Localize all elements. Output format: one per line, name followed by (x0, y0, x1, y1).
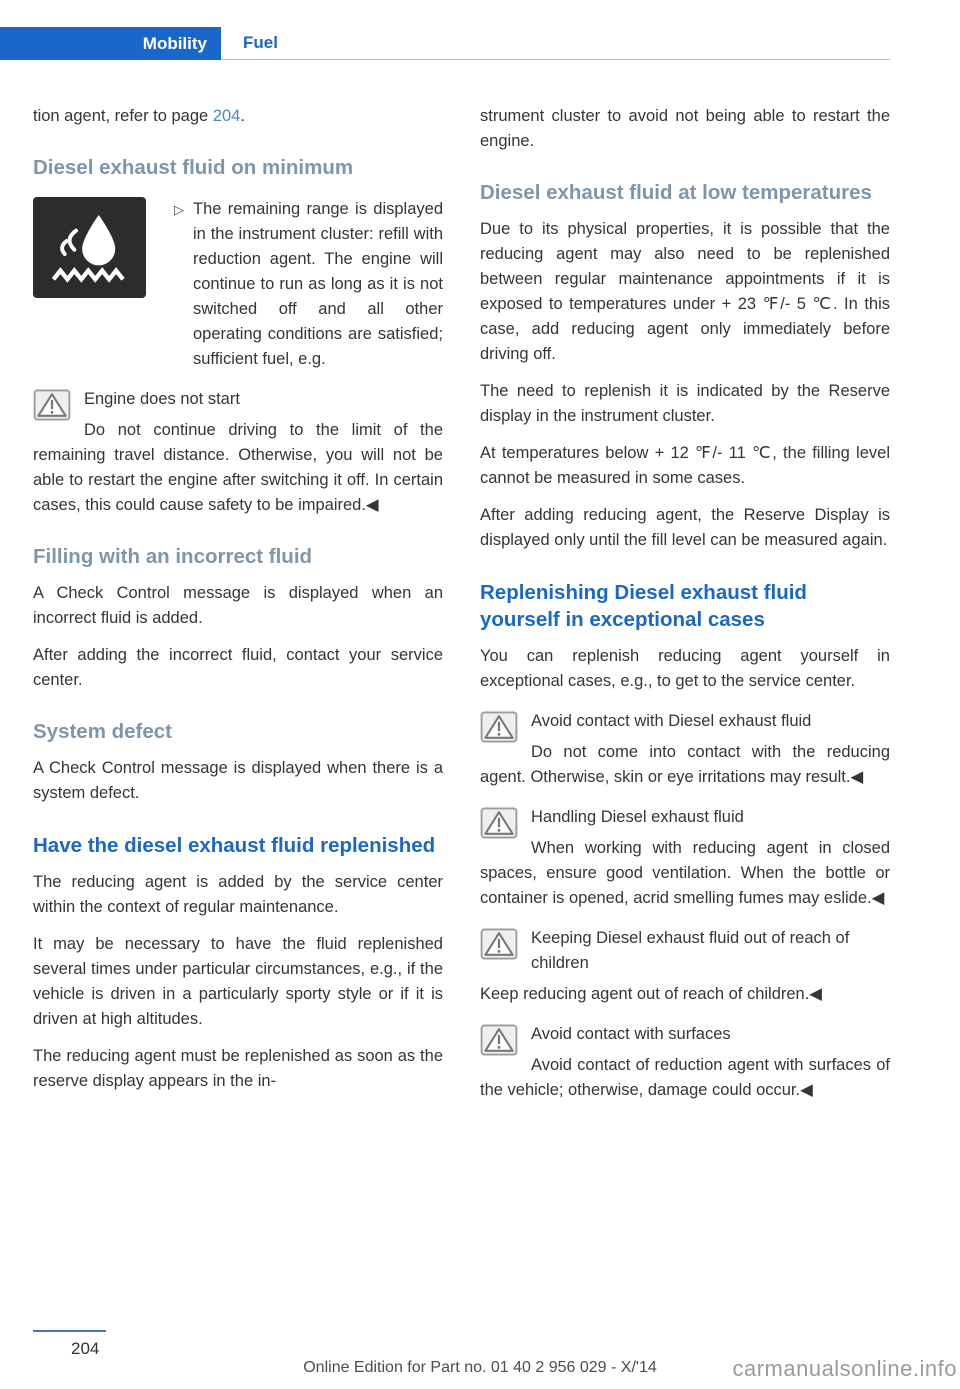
paragraph: Due to its physical properties, it is possible that the reducing agent may also need to be replenished between regular maintenance appointments if it is exposed to temperatures under + 23 ℉/- 5 ℃. In this case, add reducing agent only immediately before driving off. (480, 220, 890, 363)
warning-engine-no-start (33, 387, 443, 518)
heading-incorrect-fluid: Filling with an incorrect fluid (33, 545, 313, 568)
warning-handling-fluid (480, 805, 890, 911)
watermark-text: carmanualsonline.info (732, 1356, 957, 1381)
edition-notice: Online Edition for Part no. 01 40 2 956 029 - X/'14 (303, 1359, 657, 1376)
heading-replenish-yourself: Replenishing Diesel exhaust fluid yourself in exceptional cases (480, 581, 807, 631)
paragraph: The need to replenish it is indicated by the Reserve display in the instrument cluster. (480, 382, 890, 425)
page-header (0, 27, 960, 60)
heading-low-temperatures: Diesel exhaust fluid at low temperatures (480, 181, 872, 204)
paragraph: After adding reducing agent, the Reserve Display is displayed only until the fill level can be measured again. (480, 506, 890, 549)
header-chapter-label: Fuel (243, 33, 278, 52)
right-column (480, 104, 890, 1118)
warning-triangle-icon (480, 928, 518, 960)
header-section-label: Mobility (142, 33, 207, 53)
def-fluid-text: The remaining range is displayed in the instrument cluster: refill with reduction agent. The engine will continue to run as long as it is not switched off and all other operating conditions are satisfied; sufficient fuel, e.g. (193, 200, 443, 368)
paragraph: A Check Control message is displayed when an incorrect fluid is added. (33, 584, 443, 627)
warning-avoid-contact-surfaces (480, 1022, 890, 1103)
continued-text: tion agent, refer to page (33, 107, 209, 125)
heading-have-replenished: Have the diesel exhaust fluid replenished (33, 834, 436, 857)
triangle-bullet: ▷ (174, 202, 184, 217)
paragraph: You can replenish reducing agent yourself in exceptional cases, e.g., to get to the service center. (480, 647, 890, 690)
continued-paragraph (33, 104, 443, 129)
def-fluid-item (33, 197, 443, 372)
warning-triangle-icon (480, 807, 518, 839)
paragraph: It may be necessary to have the fluid replenished several times under particular circumstances, e.g., if the vehicle is driven in a particularly sporty style or if it is driven at high altitudes. (33, 935, 443, 1028)
warning-triangle-icon (33, 389, 71, 421)
continued-suffix: . (240, 107, 245, 125)
paragraph: At temperatures below + 12 ℉/- 11 ℃, the filling level cannot be measured in some cases. (480, 444, 890, 487)
warning-body: Do not continue driving to the limit of the remaining travel distance. Otherwise, you will not be able to restart the engine after switching it off. In certain cases, this could cause safety to be impaired.◀ (33, 421, 443, 514)
paragraph: A Check Control message is displayed when there is a system defect. (33, 759, 443, 802)
paragraph: The reducing agent is added by the service center within the context of regular maintenance. (33, 873, 443, 916)
warning-triangle-icon (480, 711, 518, 743)
heading-system-defect: System defect (33, 720, 173, 743)
def-drop-icon (46, 208, 134, 288)
content-columns (0, 60, 960, 1118)
warning-triangle-icon (480, 1024, 518, 1056)
heading-fluid-on-minimum: Diesel exhaust fluid on minimum (33, 156, 354, 179)
warning-body: Avoid contact of reduction agent with surfaces of the vehicle; otherwise, damage could occur.◀ (480, 1056, 890, 1099)
page-number-rule (33, 1330, 106, 1332)
header-rule (221, 27, 890, 60)
warning-title: Engine does not start (84, 390, 240, 408)
warning-body: When working with reducing agent in closed spaces, ensure good ventilation. When the bottle or container is opened, acrid smelling fumes may eslide.◀ (480, 839, 890, 907)
warning-body: Keep reducing agent out of reach of children.◀ (480, 985, 822, 1003)
warning-title: Keeping Diesel exhaust fluid out of reach of children (531, 929, 850, 972)
warning-avoid-contact-fluid (480, 709, 890, 790)
warning-keep-from-children (480, 926, 890, 1007)
warning-title: Avoid contact with Diesel exhaust fluid (531, 712, 812, 730)
header-section-mobility (0, 27, 221, 60)
manual-page (0, 27, 960, 1389)
left-column (33, 104, 443, 1118)
warning-body: Do not come into contact with the reducing agent. Otherwise, skin or eye irritations may result.◀ (480, 743, 890, 786)
page-204-link[interactable]: 204 (212, 107, 241, 125)
paragraph: The reducing agent must be replenished as soon as the reserve display appears in the in- (33, 1047, 443, 1090)
paragraph: After adding the incorrect fluid, contact your service center. (33, 646, 443, 689)
warning-title: Avoid contact with surfaces (531, 1025, 731, 1043)
warning-title: Handling Diesel exhaust fluid (531, 808, 744, 826)
paragraph: strument cluster to avoid not being able to restart the engine. (480, 107, 890, 150)
page-number: 204 (71, 1339, 100, 1358)
def-fluid-icon (33, 197, 146, 298)
